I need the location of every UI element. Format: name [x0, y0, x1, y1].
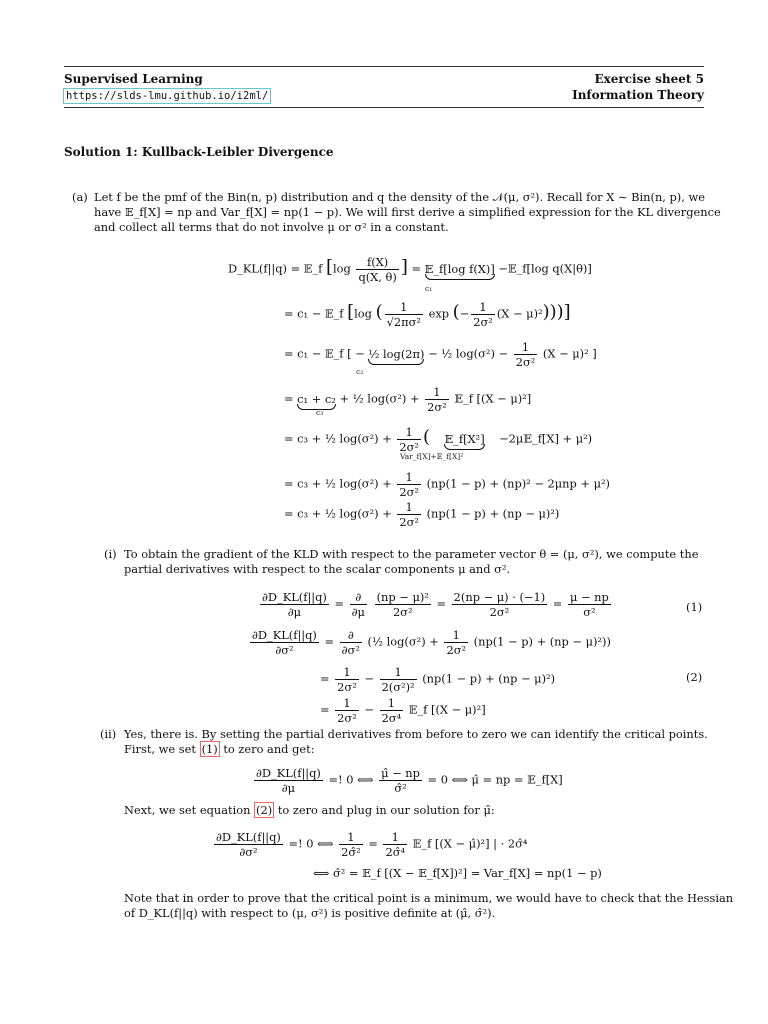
brace-label-c1: c₁ — [425, 284, 433, 293]
equation-1-reference-link[interactable]: (1) — [201, 742, 218, 756]
hessian-note-line-2: of D_KL(f||q) with respect to (μ, σ²) is positive definite at (μ̂, σ̂²). — [124, 906, 496, 920]
gradient-sigma-equation-line-3: = $\frac{1}{\text{2σ²}}$ − $\frac{1}{\text{2σ⁴}}$ 𝔼_f [(X − μ)²] — [320, 696, 486, 725]
part-a-marker: (a) — [72, 190, 88, 204]
solution-title: Solution 1: Kullback-Leibler Divergence — [64, 145, 334, 159]
gradient-sigma-equation-line-2: = $\frac{1}{\text{2σ²}}$ − $\frac{1}{\text{2(σ²)²}}$ (np(1 − p) + (np − μ)²) — [320, 665, 556, 694]
kl-derivation-line-7: = c₃ + ½ log(σ²) + $\frac{1}{\text{2σ²}}$ (np(1 − p) + (np − μ)²) — [284, 500, 560, 529]
critical-sigma-equation-line-1: $\frac{\partial D\_KL(f||q)}{\text{∂σ²}}$ =! 0 ⟺ $\frac{1}{\text{2σ̂²}}$ = $\frac{1}{\text{2σ̂⁴}}$ 𝔼_f [(X − μ̂)²] | · 2σ̂⁴ — [216, 830, 528, 859]
brace-label-c3: c₃ — [316, 408, 324, 417]
equation-number-2: (2) — [686, 670, 703, 684]
part-a-intro-line-3: and collect all terms that do not involve μ or σ² in a constant. — [94, 220, 449, 234]
kl-derivation-line-2: = c₁ − 𝔼_f [log ( $\frac{1}{\text{√2πσ²}}$ exp (− $\frac{1}{\text{2σ²}}$ (X − μ)²)))] — [284, 300, 571, 329]
kl-derivation-line-6: = c₃ + ½ log(σ²) + $\frac{1}{\text{2σ²}}$ (np(1 − p) + (np)² − 2μnp + μ²) — [284, 470, 611, 499]
header-rule-bottom — [64, 107, 704, 108]
part-ii-text-line-3: Next, we set equation (2) to zero and plug in our solution for μ̂: — [124, 803, 495, 817]
equation-2-reference-link[interactable]: (2) — [256, 803, 273, 817]
hessian-note-line-1: Note that in order to prove that the critical point is a minimum, we would have to check that the Hessian — [124, 891, 734, 905]
part-ii-text-line-1: Yes, there is. By setting the partial derivatives from before to zero we can identify the critical points. — [124, 727, 708, 741]
gradient-mu-equation: $\frac{\partial D\_KL(f||q)}{\partial\mu}$ = $\frac{\partial}{\partial\mu}$ $\frac{\text{(np − μ)²}}{\text{2σ²}}$ = $\frac{2(np - \mu) \cdot (-1)}{\text{2σ²}}$ = $\frac{\mu - np}{\text{σ²}}$ — [262, 590, 609, 619]
kl-derivation-line-3: = c₁ − 𝔼_f [ − ½ log(2π) − ½ log(σ²) − $\frac{1}{\text{2σ²}}$ (X − μ)² ] — [284, 340, 597, 369]
sheet-number: Exercise sheet 5 — [594, 72, 704, 86]
part-i-text-line-2: partial derivatives with respect to the scalar components μ and σ². — [124, 562, 511, 576]
critical-sigma-equation-line-2: ⟺ σ̂² = 𝔼_f [(X − 𝔼_f[X])²] = Var_f[X] = np(1 − p) — [313, 866, 602, 880]
header-rule-top — [64, 66, 704, 67]
equation-number-1: (1) — [686, 600, 703, 614]
kl-derivation-line-5: = c₃ + ½ log(σ²) + $\frac{1}{\text{2σ²}}$ ( 𝔼_f[X²] −2μ𝔼_f[X] + μ²) — [284, 425, 593, 454]
part-ii-marker: (ii) — [100, 727, 117, 741]
brace-label-variance: Var_f[X]+𝔼_f[X]² — [400, 452, 464, 461]
brace-label-c2: c₂ — [356, 367, 364, 376]
critical-mu-equation: $\frac{\partial D\_KL(f||q)}{\partial\mu}$ =! 0 ⟺ $\frac{\mû - np}{\text{σ̂²}}$ = 0 ⟺ μ̂ = np = 𝔼_f[X] — [256, 766, 563, 795]
course-url-link[interactable]: https://slds-lmu.github.io/i2ml/ — [63, 88, 271, 104]
sheet-topic: Information Theory — [572, 88, 704, 102]
course-title: Supervised Learning — [64, 72, 203, 86]
kl-derivation-line-1: D_KL(f||q) = 𝔼_f [log $\frac{f(X)}{q(X, \theta)}$ ] = 𝔼_f[log f(X)] −𝔼_f[log q(X|θ)] — [228, 255, 592, 284]
part-i-marker: (i) — [104, 547, 117, 561]
gradient-sigma-equation-line-1: $\frac{\partial D\_KL(f||q)}{\text{∂σ²}}$ = $\frac{\partial}{\text{∂σ²}}$ (½ log(σ²) + $\frac{1}{\text{2σ²}}$ (np(1 − p) + (np − μ)²)) — [252, 628, 611, 657]
part-a-intro-line-1: Let f be the pmf of the Bin(n, p) distribution and q the density of the 𝒩(μ, σ²). Recall for X ∼ Bin(n, p), we — [94, 190, 705, 204]
part-i-text-line-1: To obtain the gradient of the KLD with respect to the parameter vector θ = (μ, σ²), we compute the — [124, 547, 699, 561]
kl-derivation-line-4: = c₁ + c₂ + ½ log(σ²) + $\frac{1}{\text{2σ²}}$ 𝔼_f [(X − μ)²] — [284, 385, 532, 414]
part-a-intro-line-2: have 𝔼_f[X] = np and Var_f[X] = np(1 − p). We will first derive a simplified expression for the KL divergence — [94, 205, 721, 219]
part-ii-text-line-2: First, we set (1) to zero and get: — [124, 742, 315, 756]
